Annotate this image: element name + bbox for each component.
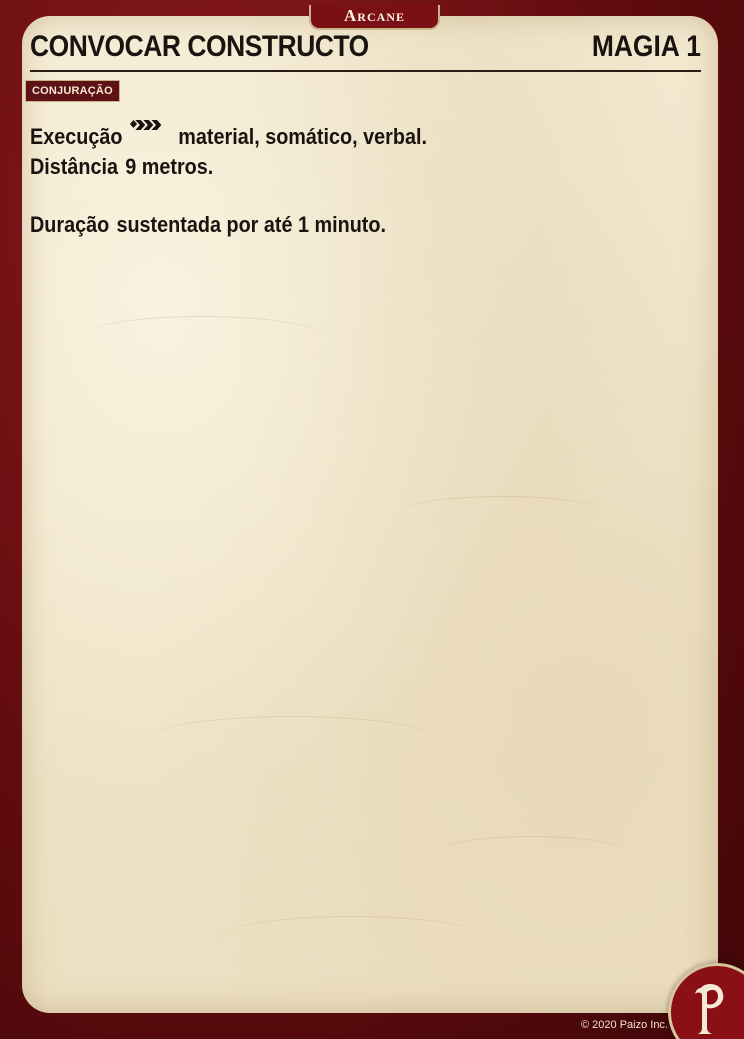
stat-range-label: Distância (30, 154, 119, 179)
texture-line (402, 496, 602, 527)
trait-badge-conjuration: CONJURAÇÃO (25, 80, 120, 102)
stat-range-value: 9 metros. (125, 154, 214, 179)
texture-line (142, 716, 442, 767)
stat-gap (30, 182, 690, 210)
texture-line (222, 916, 482, 957)
stat-execution-label: Execução (30, 124, 123, 149)
stat-duration (30, 210, 624, 240)
texture-line (82, 316, 322, 357)
paizo-p-icon (691, 980, 731, 1036)
three-actions-icon (130, 118, 166, 140)
spell-level: MAGIA 1 (591, 30, 701, 63)
stat-execution (30, 122, 624, 152)
stat-duration-label: Duração (30, 212, 110, 237)
spell-name: CONVOCAR CONSTRUCTO (30, 30, 369, 63)
stat-execution-value: material, somático, verbal. (178, 124, 427, 149)
title-row (30, 26, 701, 72)
spell-stats (30, 122, 690, 240)
copyright-footer: © 2020 Paizo Inc. (581, 1019, 668, 1031)
stat-duration-value: sustentada por até 1 minuto. (116, 212, 386, 237)
tradition-tab: Arcane (309, 5, 440, 30)
texture-line (442, 836, 622, 867)
spell-card (22, 16, 718, 1013)
stat-range (30, 152, 624, 182)
